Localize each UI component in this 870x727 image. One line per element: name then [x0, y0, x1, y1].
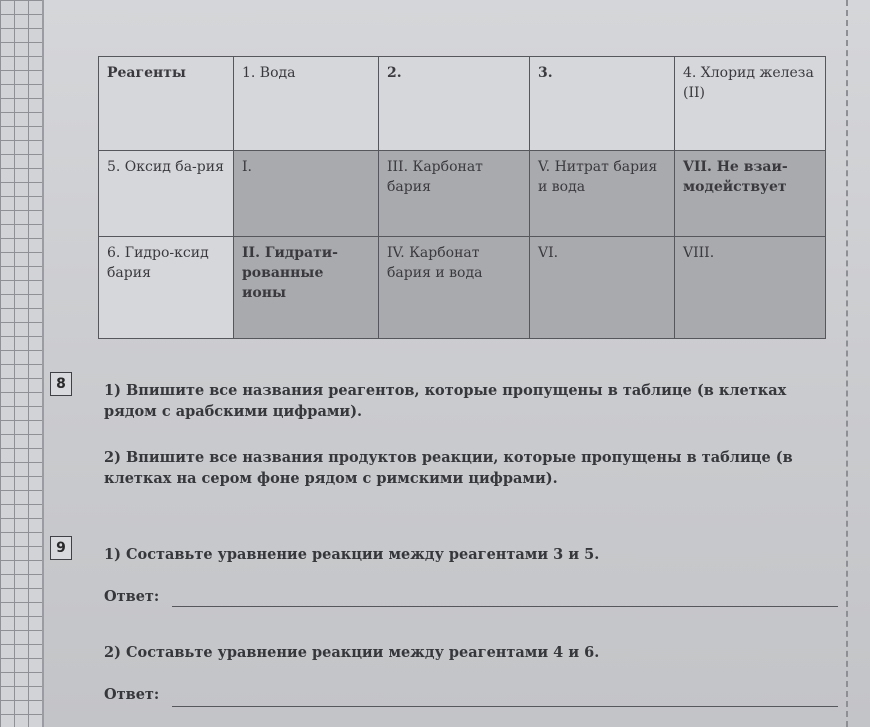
table-row: [99, 151, 826, 237]
answer-line-1[interactable]: [172, 606, 838, 607]
table-header-row: [99, 57, 826, 151]
table-cell: I.: [234, 151, 379, 237]
table-cell: Реагенты: [99, 57, 234, 151]
task-number-9: 9: [50, 536, 72, 560]
reagents-table: [98, 56, 826, 339]
table-cell: VIII.: [675, 237, 826, 339]
notebook-grid: [0, 0, 42, 727]
table-cell: III. Карбонат бария: [379, 151, 530, 237]
task9-part2: 2) Составьте уравнение реакции между реагентами 4 и 6.: [104, 644, 600, 661]
page-edge: [846, 0, 848, 727]
table-cell: 5. Оксид ба-рия: [99, 151, 234, 237]
task8-part1: 1) Впишите все названия реагентов, которые пропущены в таблице (в клетках рядом с арабскими цифрами).: [104, 382, 787, 420]
table-cell: 4. Хлорид железа (II): [675, 57, 826, 151]
table-cell: VII. Не взаи-модействует: [675, 151, 826, 237]
answer-label-2: Ответ:: [104, 686, 160, 703]
table-cell: 2.: [379, 57, 530, 151]
task-number-8: 8: [50, 372, 72, 396]
task9-part1: 1) Составьте уравнение реакции между реагентами 3 и 5.: [104, 546, 600, 563]
table-cell: 1. Вода: [234, 57, 379, 151]
table-cell: 6. Гидро-ксид бария: [99, 237, 234, 339]
table-cell: II. Гидрати-рованные ионы: [234, 237, 379, 339]
table-row: [99, 237, 826, 339]
table-cell: V. Нитрат бария и вода: [530, 151, 675, 237]
answer-label-1: Ответ:: [104, 588, 160, 605]
table-cell: 3.: [530, 57, 675, 151]
task8-part2: 2) Впишите все названия продуктов реакции, которые пропущены в таблице (в клетках на сером фоне рядом с римскими цифрами).: [104, 449, 793, 487]
answer-line-2[interactable]: [172, 706, 838, 707]
table-cell: VI.: [530, 237, 675, 339]
table-cell: IV. Карбонат бария и вода: [379, 237, 530, 339]
margin-line: [42, 0, 44, 727]
